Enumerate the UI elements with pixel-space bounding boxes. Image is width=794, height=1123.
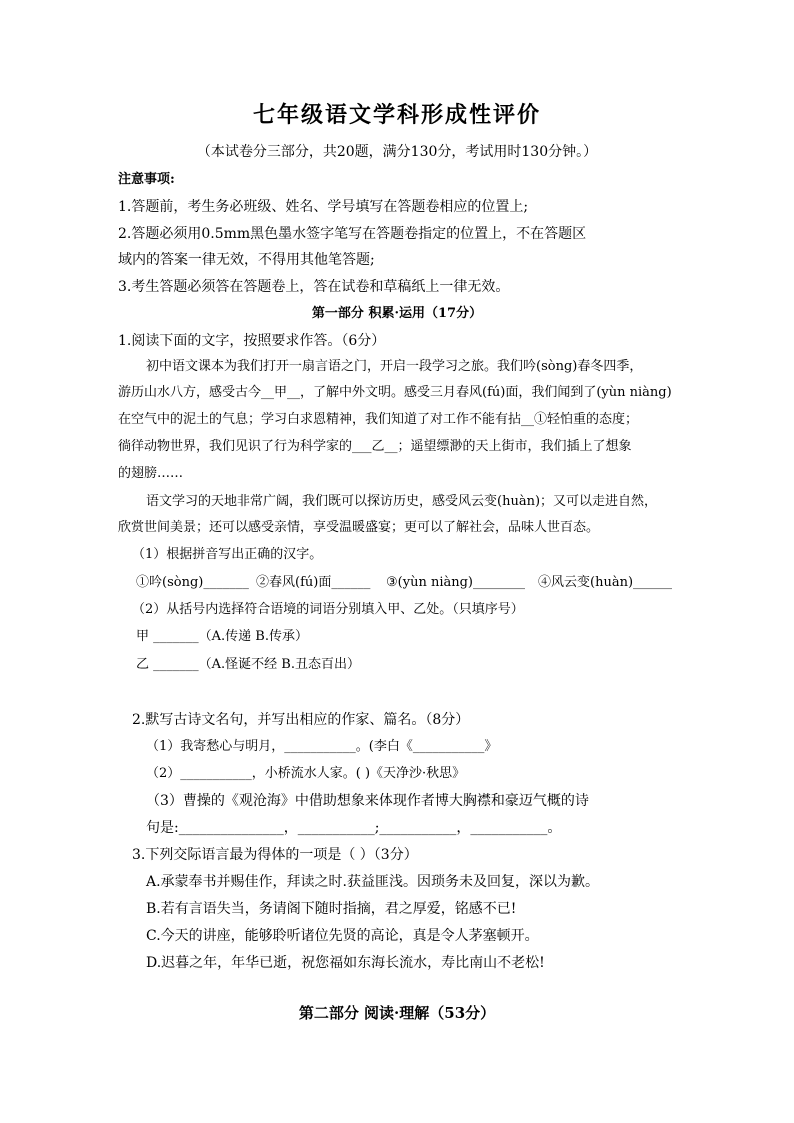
q3-option-d: D.迟暮之年，年华已逝，祝您福如东海长流水，寿比南山不老松! <box>146 955 545 971</box>
q1-sub1: （1）根据拼音写出正确的汉字。 <box>132 547 323 562</box>
q1-stem: 1.阅读下面的文字，按照要求作答。（6分） <box>118 333 386 349</box>
q1-yi: 乙 _______（A.怪诞不经 B.丑态百出） <box>136 657 360 672</box>
q3-option-a: A.承蒙奉书并赐佳作，拜读之时.获益匪浅。因琐务未及回复，深以为歉。 <box>146 874 600 890</box>
notes-heading: 注意事项: <box>118 172 175 187</box>
q1-passage-line: 初中语文课本为我们打开一扇言语之门，开启一段学习之旅。我们吟(sòng)春冬四季， <box>146 359 643 374</box>
exam-title: 七年级语文学科形成性评价 <box>252 102 541 128</box>
q1-passage-line: 在空气中的泥土的气息；学习白求恩精神，我们知道了对工作不能有拈__①轻怕重的态度； <box>118 412 639 427</box>
q2-item-3: （3）曹操的《观沧海》中借助想象来体现作者博大胸襟和豪迈气概的诗 <box>146 793 589 809</box>
q2-stem: 2.默写古诗文名句，并写出相应的作家、篇名。（8分） <box>132 712 470 728</box>
q2-item-1: （1）我寄愁心与明月，___________。(李白《___________》 <box>146 739 498 754</box>
pinyin-item: ②春风(fú)面______ <box>256 575 371 590</box>
notes-item-2: 2.答题必须用0.5mm黑色墨水签字笔写在答题卷指定的位置上，不在答题区 <box>118 226 587 242</box>
q1-passage-line: 语文学习的天地非常广阔，我们既可以探访历史，感受风云变(huàn)；又可以走进自然， <box>146 494 658 509</box>
q3-option-c: C.今天的讲座，能够聆听诸位先贤的高论，真是令人茅塞顿开。 <box>146 928 539 944</box>
q1-passage-line: 欣赏世间美景；还可以感受亲情，享受温暖盛宴；更可以了解社会，品味人世百态。 <box>118 520 600 535</box>
pinyin-item: ①吟(sòng)_______ <box>136 575 249 590</box>
part1-heading: 第一部分 积累·运用（17分） <box>311 306 483 321</box>
q2-item-2: （2）___________，小桥流水人家。( )《天净沙·秋思》 <box>146 766 466 781</box>
notes-item-2-cont: 域内的答案一律无效，不得用其他笔答题; <box>118 252 375 268</box>
q3-option-b: B.若有言语失当，务请阁下随时指摘，君之厚爱，铭感不已! <box>146 901 517 917</box>
pinyin-item: ③(yùn niàng)________ <box>386 575 525 590</box>
notes-item-3: 3.考生答题必须答在答题卷上，答在试卷和草稿纸上一律无效。 <box>118 279 510 295</box>
q1-passage-line: 游历山水八方，感受古今__甲__，了解中外文明。感受三月春风(fú)面，我们闻到了(yùn niàng) <box>118 385 672 400</box>
q3-stem: 3.下列交际语言最为得体的一项是（ ）（3分） <box>132 847 418 863</box>
q2-item-3-cont: 句是:_______________，___________;___________，___________。 <box>146 820 562 836</box>
q1-jia: 甲 _______（A.传递 B.传承） <box>136 629 308 644</box>
part2-heading: 第二部分 阅读·理解（53分） <box>298 1004 496 1022</box>
exam-subtitle: （本试卷分三部分，共20题，满分130分，考试用时130分钟。） <box>196 144 598 160</box>
pinyin-item: ④风云变(huàn)______ <box>538 575 673 590</box>
q1-passage-line: 的翅膀…… <box>118 466 184 481</box>
notes-item-1: 1.答题前，考生务必班级、姓名、学号填写在答题卷相应的位置上; <box>118 199 529 215</box>
q1-passage-line: 徜徉动物世界，我们见识了行为科学家的___乙__；遥望缥渺的天上街市，我们插上了想象 <box>118 439 632 454</box>
q1-sub2: （2）从括号内选择符合语境的词语分别填入甲、乙处。（只填序号） <box>132 602 524 617</box>
